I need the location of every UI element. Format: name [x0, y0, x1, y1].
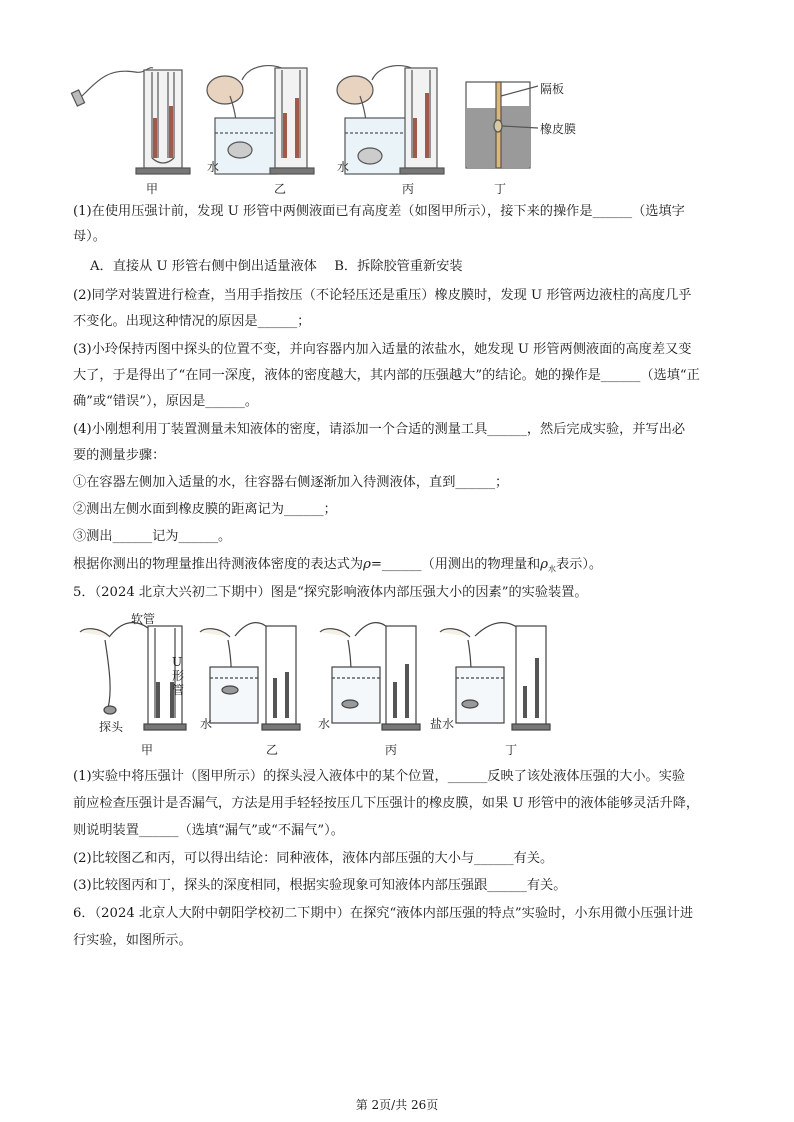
q5-part2: (2)比较图乙和丙，可以得出结论：同种液体，液体内部压强的大小与______有关。 [73, 851, 554, 866]
formula-suffix: 表示）。 [555, 557, 603, 572]
q6-line1: 6．（2024 北京人大附中朝阳学校初二下期中）在探究“液体内部压强的特点”实验时，小东用微小压强计进 [73, 906, 694, 921]
q5-fig-label-yi: 乙 [266, 743, 279, 757]
q4-formula-line [73, 555, 728, 580]
formula-rho-water: ρ [540, 557, 548, 572]
fig1-partition-label: 隔板 [540, 82, 565, 96]
page-footer: 第 2页/共 26页 [355, 1098, 439, 1112]
q5-fig-label-jia: 甲 [141, 743, 154, 757]
q5-part1-line3: 则说明装置______（选填“漏气”或“不漏气”）。 [73, 823, 344, 838]
formula-water-subscript: 水 [547, 564, 556, 574]
q5-intro: 5．（2024 北京大兴初二下期中）图是“探究影响液体内部压强大小的因素”的实验装置。 [73, 585, 588, 600]
q5-probe-label: 探头 [99, 720, 124, 734]
formula-rho: ρ [363, 557, 371, 572]
q5-part1-line2: 前应检查压强计是否漏气，方法是用手轻轻按压几下压强计的橡皮膜，如果 U 形管中的液体能够灵活升降， [73, 796, 700, 811]
q4-step3: ③测出______记为______。 [73, 529, 232, 544]
q4-part2-line2: 不变化。出现这种情况的原因是______； [73, 314, 311, 329]
q4-part1-line2: 母）。 [73, 229, 106, 244]
q5-tube-label: 软管 [131, 612, 156, 626]
q4-part3-line1: (3)小玲保持丙图中探头的位置不变，并向容器内加入适量的浓盐水，她发现 U 形管两侧液面的高度差又变 [73, 342, 692, 357]
q5-water-label-bing: 水 [318, 717, 331, 731]
q4-part3-line2: 大了，于是得出了“在同一深度，液体的密度越大，其内部的压强越大”的结论。她的操作是______（选填“正 [73, 368, 700, 383]
q6-line2: 行实验，如图所示。 [73, 933, 192, 948]
fig1-label-jia: 甲 [146, 182, 159, 196]
q4-part1-options: A．直接从 U 形管右侧中倒出适量液体 B．拆除胶管重新安装 [90, 259, 463, 274]
figure-pressure-gauge-setups [60, 58, 620, 198]
formula-prefix: 根据你测出的物理量推出待测液体密度的表达式为 [73, 557, 364, 572]
fig1-label-bing: 丙 [402, 182, 415, 196]
q4-part4-line1: (4)小刚想利用丁装置测量未知液体的密度，请添加一个合适的测量工具______，然后完成实验，并写出必 [73, 422, 686, 437]
fig1-membrane-label: 橡皮膜 [540, 122, 577, 136]
q5-fig-label-bing: 丙 [385, 743, 398, 757]
formula-middle: =______（用测出的物理量和 [370, 557, 541, 572]
q4-part4-line2: 要的测量步骤： [73, 448, 166, 463]
q4-step2: ②测出左侧水面到橡皮膜的距离记为______； [73, 502, 337, 517]
q5-water-label-yi: 水 [200, 717, 213, 731]
q4-part1-line1: (1)在使用压强计前，发现 U 形管中两侧液面已有高度差（如图甲所示），接下来的操作是______（选填字 [73, 204, 685, 219]
fig1-water-label-yi: 水 [207, 160, 220, 174]
q5-part1-line1: (1)实验中将压强计（图甲所示）的探头浸入液体中的某个位置，______反映了该处液体压强的大小。实验 [73, 769, 686, 784]
q5-utube-label: U形管 [172, 655, 185, 697]
q5-brine-label: 盐水 [430, 717, 455, 731]
fig1-label-yi: 乙 [274, 182, 287, 196]
q5-part3: (3)比较图丙和丁，探头的深度相同，根据实验现象可知液体内部压强跟______有关。 [73, 878, 567, 893]
q4-part2-line1: (2)同学对装置进行检查，当用手指按压（不论轻压还是重压）橡皮膜时，发现 U 形管两边液柱的高度几乎 [73, 288, 692, 303]
q5-fig-label-ding: 丁 [505, 743, 518, 757]
fig1-water-label-bing: 水 [337, 160, 350, 174]
q4-step1: ①在容器左侧加入适量的水，往容器右侧逐渐加入待测液体，直到______； [73, 475, 509, 490]
fig1-label-ding: 丁 [494, 182, 507, 196]
q4-part3-line3: 确”或“错误”），原因是______。 [73, 394, 259, 409]
